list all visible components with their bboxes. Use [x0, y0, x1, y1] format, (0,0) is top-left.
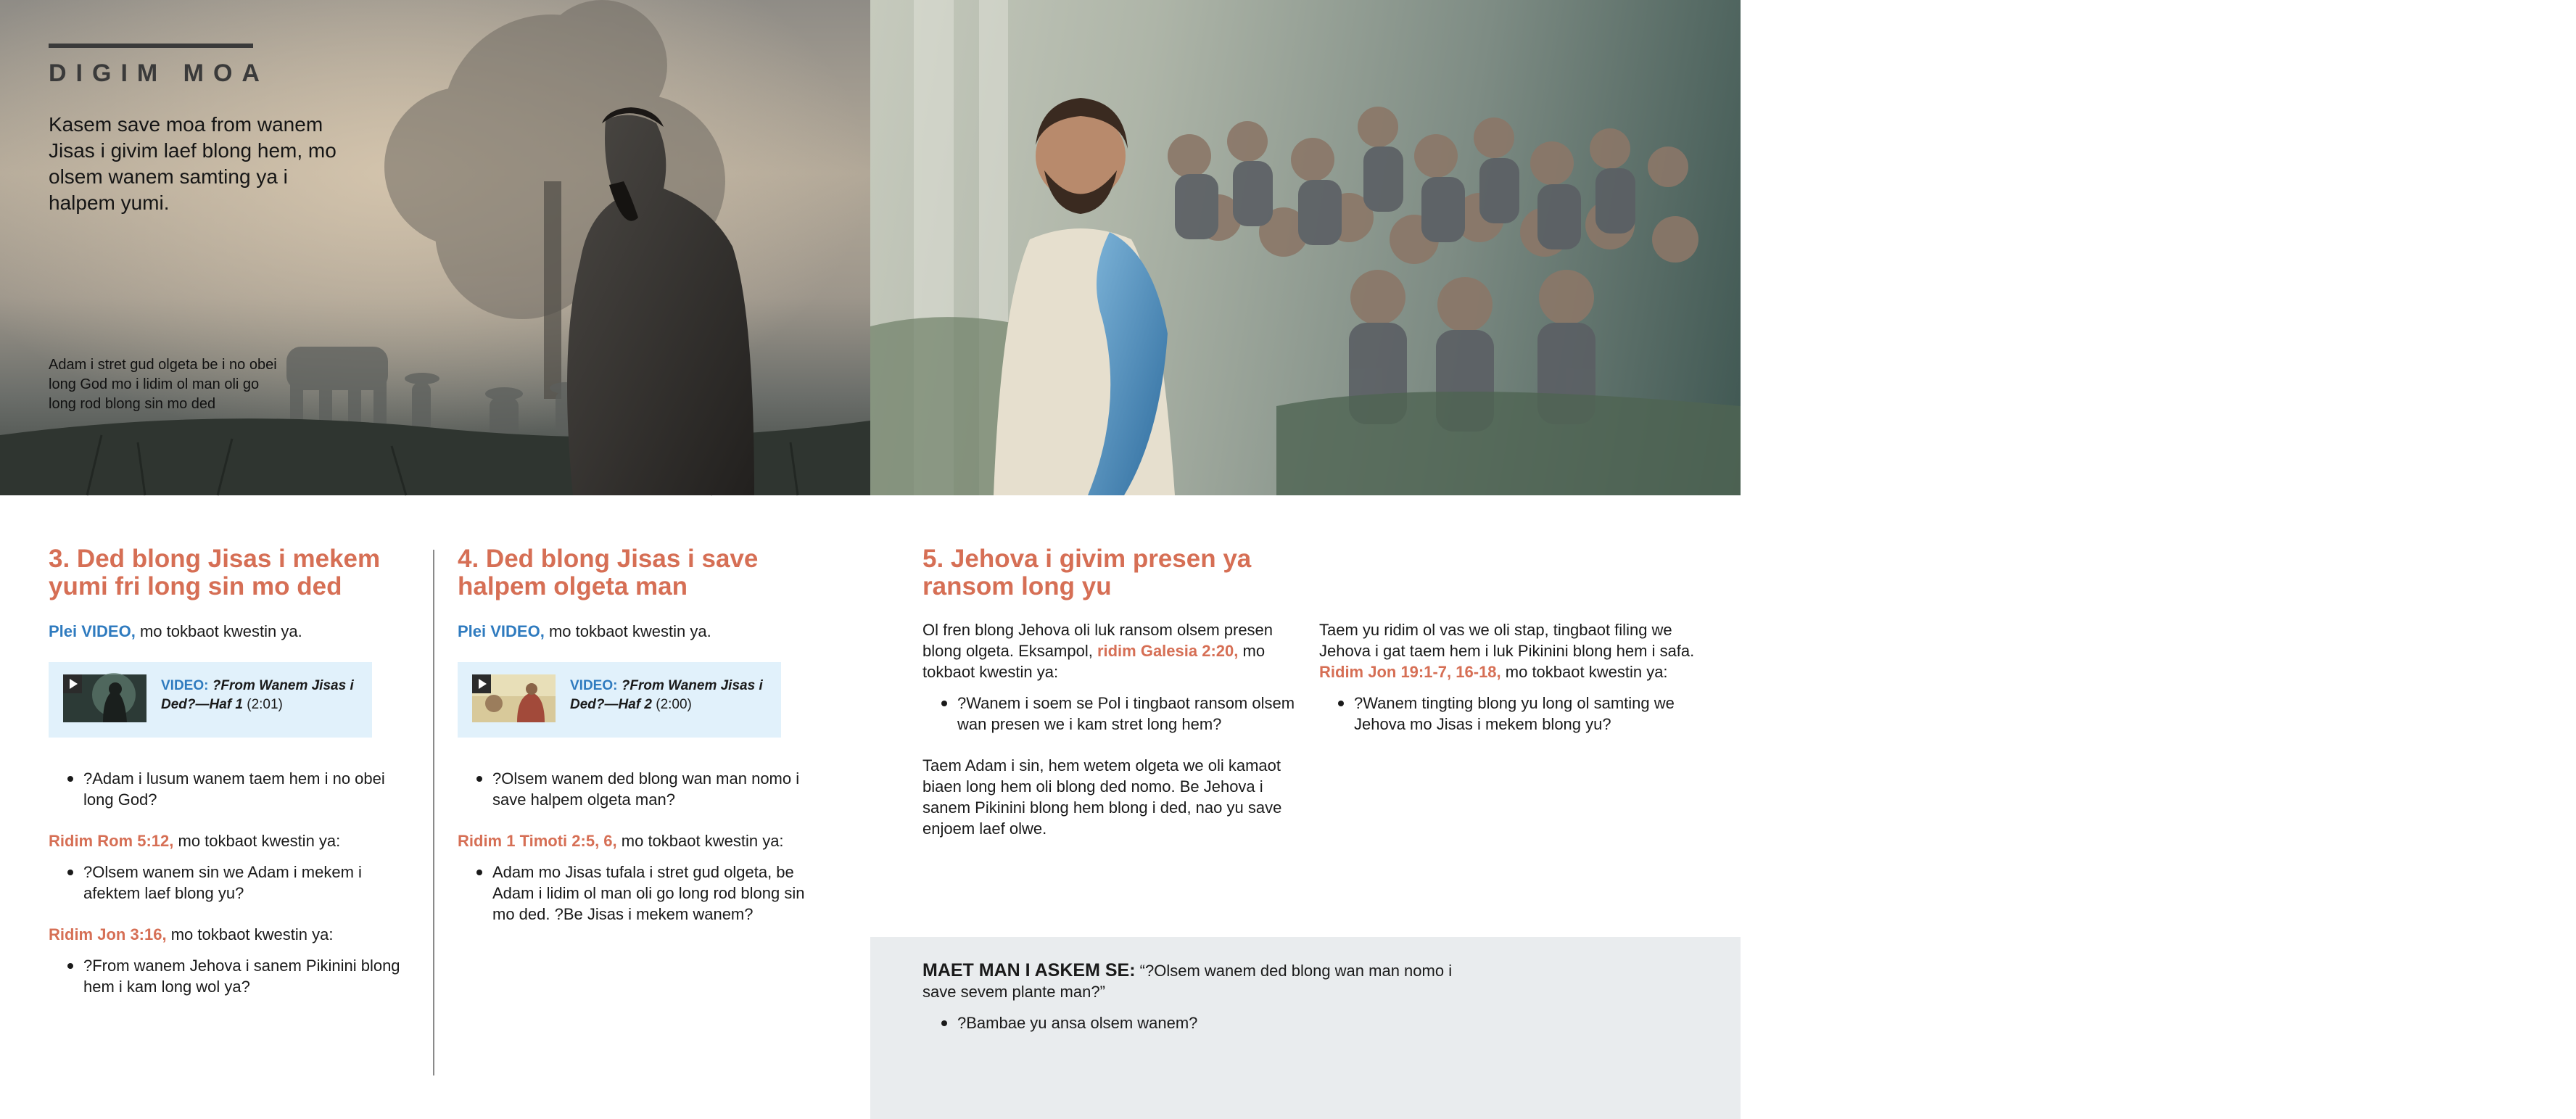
question-list: [922, 693, 1300, 735]
hero-image-adam: [0, 0, 870, 495]
video-title: ?From Wanem Jisas i Ded?—Haf 1: [161, 678, 354, 712]
play-video-line: [49, 621, 411, 642]
someone-may-ask-content: [922, 960, 1474, 1033]
section-5-left-column: [922, 619, 1300, 839]
question-item: ?Adam i lusum wanem taem hem i no obei long God?: [49, 768, 411, 810]
question-list: [458, 862, 820, 925]
play-video-link[interactable]: Plei VIDEO,: [49, 622, 136, 640]
play-video-line: [458, 621, 820, 642]
video-thumbnail[interactable]: [63, 674, 146, 722]
section-5-right-column: [1319, 619, 1696, 735]
section-3-heading: 3. Ded blong Jisas i mekem yumi fri long sin mo ded: [49, 545, 381, 600]
read-line: [49, 830, 411, 851]
question-list: [49, 768, 411, 810]
paragraph: [1319, 619, 1696, 682]
someone-may-ask-box: [870, 937, 1741, 1119]
video-thumbnail[interactable]: [472, 674, 556, 722]
question-item: ?Olsem wanem sin we Adam i mekem i afektem laef blong yu?: [49, 862, 411, 904]
question-list: [49, 955, 411, 997]
section-4: [458, 545, 820, 925]
intro-text: Kasem save moa from wanem Jisas i givim laef blong hem, mo olsem wanem samting ya i halpem yumi.: [49, 113, 337, 214]
scripture-link[interactable]: Ridim Jon 3:16,: [49, 925, 167, 943]
someone-may-ask-question: [922, 960, 1474, 1002]
column-divider: [433, 550, 434, 1075]
question-list: [922, 1012, 1474, 1033]
question-item: ?Wanem tingting blong yu long ol samting we Jehova mo Jisas i mekem blong yu?: [1319, 693, 1696, 735]
section-label: DIGIM MOA: [49, 59, 269, 87]
someone-may-ask-label: MAET MAN I ASKEM SE:: [922, 960, 1136, 980]
section-5-heading: 5. Jehova i givim presen ya ransom long yu: [922, 545, 1252, 600]
scripture-link[interactable]: Ridim Jon 19:1-7, 16-18,: [1319, 663, 1501, 681]
section-rule: [49, 44, 253, 48]
play-video-link[interactable]: Plei VIDEO,: [458, 622, 545, 640]
read-rest: mo tokbaot kwestin ya:: [166, 925, 334, 943]
video-title: ?From Wanem Jisas i Ded?—Haf 2: [570, 678, 763, 712]
play-video-rest: mo tokbaot kwestin ya.: [135, 622, 302, 640]
hero-image-jesus: [870, 0, 2564, 495]
scripture-link[interactable]: Ridim Rom 5:12,: [49, 832, 174, 850]
caption-jesus: Jisas i stret gud olgeta mo i obei long God nao i lidim ol man i go long rod blong kam stret gud olgeta mo kasem laef olwe: [2322, 357, 2564, 432]
video-duration: (2:00): [651, 697, 692, 712]
video-card[interactable]: [458, 662, 781, 738]
caption-adam: Adam i stret gud olgeta be i no obei long God mo i lidim ol man oli go long rod blong sin mo ded: [49, 357, 277, 412]
paragraph: Taem Adam i sin, hem wetem olgeta we oli kamaot biaen long hem oli blong ded nomo. Be Jehova i sanem Pikinini blong hem blong i ded, nao yu save enjoem laef olwe.: [922, 756, 1282, 838]
question-item: Adam mo Jisas tufala i stret gud olgeta, be Adam i lidim ol man oli go long rod blong sin mo ded. ?Be Jisas i mekem wanem?: [458, 862, 820, 925]
video-caption[interactable]: [570, 677, 766, 714]
read-line: [458, 830, 820, 851]
paragraph: [922, 619, 1300, 682]
video-label: VIDEO:: [161, 678, 209, 693]
question-list: [458, 768, 820, 810]
video-card[interactable]: [49, 662, 372, 738]
section-3: [49, 545, 411, 997]
video-label: VIDEO:: [570, 678, 618, 693]
question-item: ?From wanem Jehova i sanem Pikinini blong hem i kam long wol ya?: [49, 955, 411, 997]
video-duration: (2:01): [242, 697, 283, 712]
paragraph-text: mo tokbaot kwestin ya:: [1500, 663, 1668, 681]
question-list: [49, 862, 411, 904]
scripture-link[interactable]: Ridim 1 Timoti 2:5, 6,: [458, 832, 617, 850]
scripture-link[interactable]: ridim Galesia 2:20,: [1097, 642, 1239, 660]
someone-may-ask-quote: “?Olsem wanem ded blong wan man nomo i save sevem plante man?”: [922, 962, 1453, 1001]
read-rest: mo tokbaot kwestin ya:: [616, 832, 784, 850]
play-icon[interactable]: [472, 674, 491, 693]
read-line: [49, 924, 411, 945]
paragraph-text: Ol fren blong Jehova oli luk ransom olsem presen blong olgeta. Eksampol,: [922, 621, 1273, 660]
play-icon[interactable]: [63, 674, 82, 693]
question-item: ?Wanem i soem se Pol i tingbaot ransom olsem wan presen we i kam stret long hem?: [922, 693, 1300, 735]
question-item: ?Bambae yu ansa olsem wanem?: [922, 1012, 1474, 1033]
section-4-heading: 4. Ded blong Jisas i save halpem olgeta man: [458, 545, 759, 600]
video-caption[interactable]: [161, 677, 357, 714]
question-list: [1319, 693, 1696, 735]
paragraph-text: Taem yu ridim ol vas we oli stap, tingbaot filing we Jehova i gat taem hem i luk Pikinini blong hem i safa.: [1319, 621, 1695, 660]
paragraph-text: mo tokbaot kwestin ya:: [922, 642, 1266, 681]
question-item: ?Olsem wanem ded blong wan man nomo i save halpem olgeta man?: [458, 768, 820, 810]
play-video-rest: mo tokbaot kwestin ya.: [544, 622, 711, 640]
jesus-crowd-illustration: [870, 0, 1741, 495]
section-5: [922, 545, 1713, 838]
read-rest: mo tokbaot kwestin ya:: [173, 832, 341, 850]
